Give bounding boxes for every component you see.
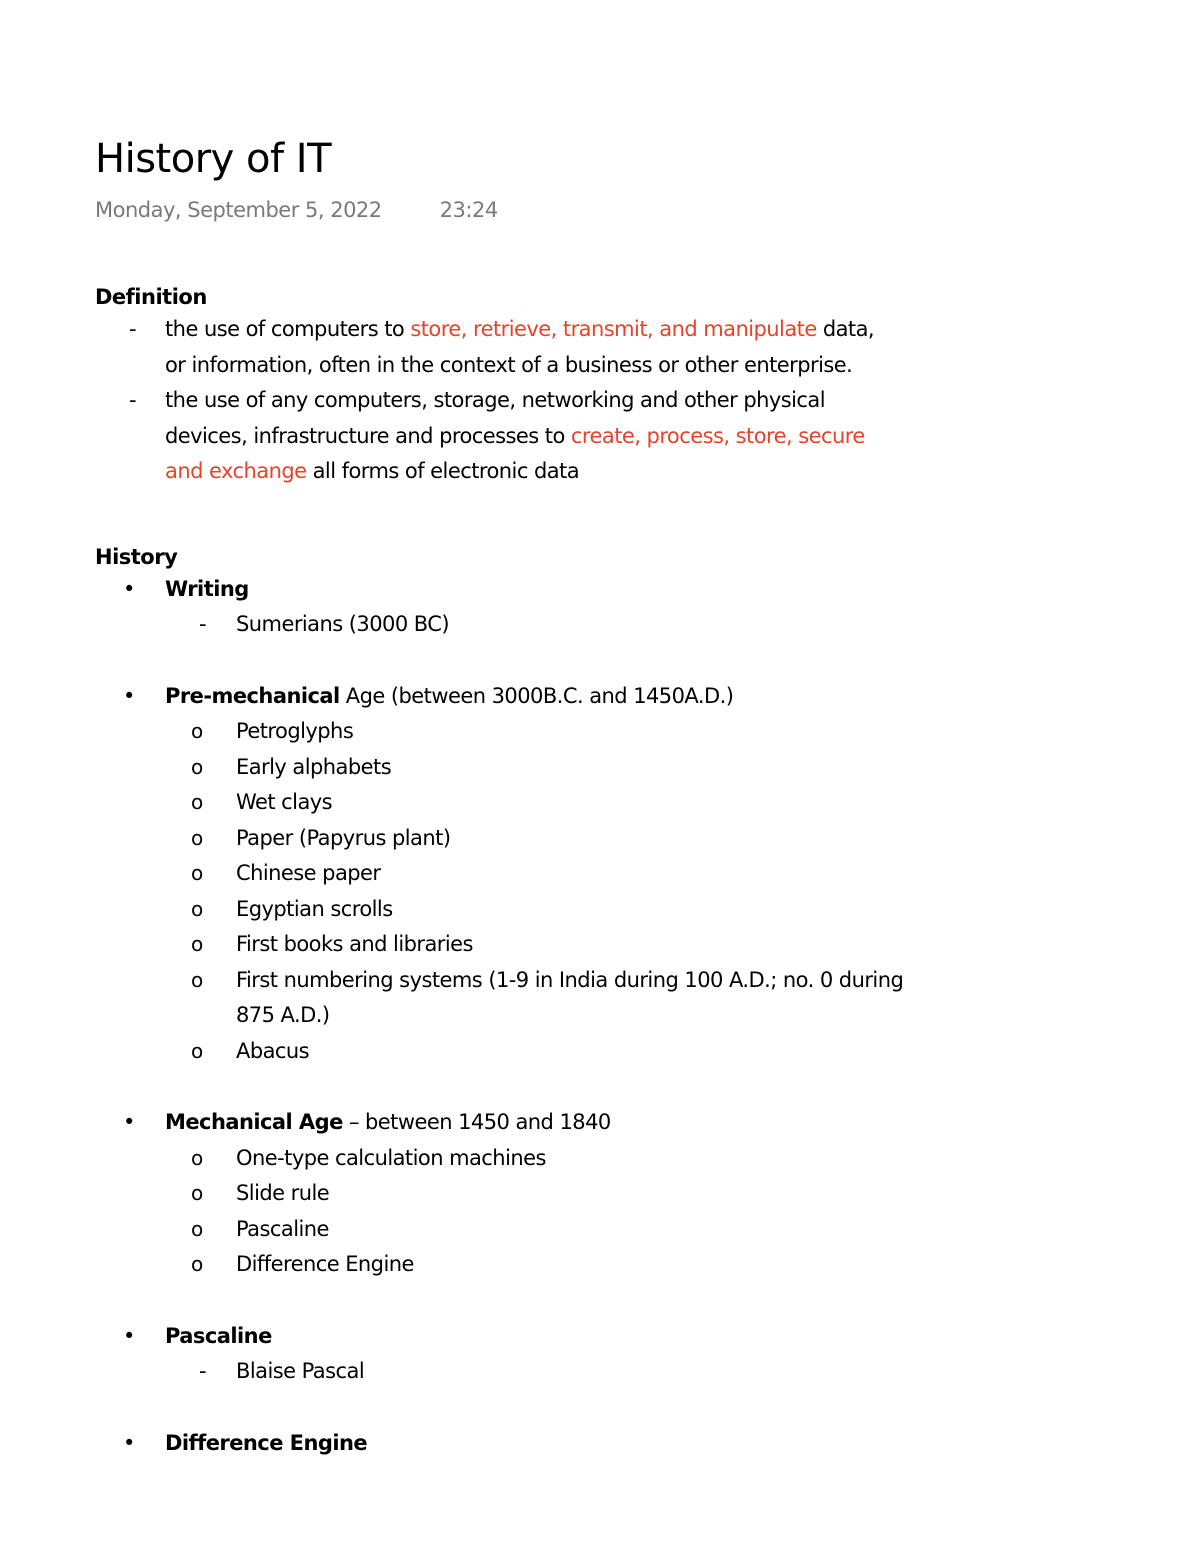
list-item: o Egyptian scrolls [95, 892, 1105, 928]
dash-marker: - [199, 1359, 207, 1383]
note-meta [95, 196, 1105, 224]
circle-marker: o [191, 1252, 203, 1276]
note-time: 23:24 [439, 198, 498, 222]
bullet-marker: • [123, 1110, 135, 1134]
history-group-pascaline [95, 1319, 1105, 1390]
circle-marker: o [191, 861, 203, 885]
list-item: o First books and libraries [95, 927, 1105, 963]
list-item: o First numbering systems (1-9 in India during 100 A.D.; no. 0 during 875 A.D.) [95, 963, 1105, 1034]
page-title: History of IT [95, 136, 332, 182]
bullet-marker: • [123, 1323, 135, 1348]
history-list [95, 572, 1105, 1462]
circle-marker: o [191, 967, 203, 992]
group-label: Pre-mechanical [165, 683, 340, 708]
list-item: - Sumerians (3000 BC) [95, 607, 1105, 643]
sub-list [95, 1354, 1105, 1390]
definition-item: - the use of computers to store, retrieve, transmit, and manipulate data, or information, often in the context of a business or other enterprise. [95, 312, 1105, 383]
bullet-marker: • [123, 1430, 135, 1455]
history-group-mechanical: • Mechanical Age – between 1450 and 1840 o One-type calculation machines o Slide rule o Pascaline o Difference Engine [95, 1105, 1105, 1283]
list-item: o Pascaline [95, 1212, 1105, 1248]
dash-marker: - [129, 317, 137, 341]
group-label: Difference Engine [165, 1430, 368, 1455]
circle-marker: o [191, 719, 203, 743]
list-item: o Wet clays [95, 785, 1105, 821]
circle-marker: o [191, 1145, 203, 1170]
sub-list [95, 1141, 1105, 1283]
list-item: - Blaise Pascal [95, 1354, 1105, 1390]
list-item: o Early alphabets [95, 750, 1105, 786]
circle-marker: o [191, 1038, 203, 1063]
highlight-text: create, process, store, secure [570, 423, 865, 448]
group-label: Pascaline [165, 1323, 272, 1348]
definition-list [95, 312, 1105, 490]
group-label: Writing [165, 576, 249, 601]
circle-marker: o [191, 825, 203, 850]
list-item: o Chinese paper [95, 856, 1105, 892]
definition-heading: Definition [95, 285, 207, 309]
history-group-writing [95, 572, 1105, 643]
bullet-marker: • [123, 683, 135, 708]
circle-marker: o [191, 896, 203, 921]
circle-marker: o [191, 754, 203, 779]
sub-list [95, 607, 1105, 643]
list-item: o Difference Engine [95, 1247, 1105, 1283]
dash-marker: - [129, 388, 137, 412]
circle-marker: o [191, 790, 203, 814]
list-item: o Abacus [95, 1034, 1105, 1070]
highlight-text: and exchange [165, 459, 307, 483]
definition-item: - the use of any computers, storage, networking and other physical devices, infrastructure and processes to create, process, store, secure and exchange all forms of electronic data [95, 383, 1105, 490]
sub-list [95, 714, 1105, 1069]
list-item: o Petroglyphs [95, 714, 1105, 750]
history-group-difference-engine [95, 1426, 1105, 1462]
circle-marker: o [191, 1216, 203, 1241]
history-group-premechanical: • Pre-mechanical Age (between 3000B.C. and 1450A.D.) o Petroglyphs o Early alphabets o Wet clays o Paper (Papyrus plant) o Chinese paper o Egyptian scrolls o First books and libraries o First numbering systems (1-9 in India during 100 A.D.; no. 0 during 875 A.D.) o Abacus [95, 679, 1105, 1070]
list-item: o Paper (Papyrus plant) [95, 821, 1105, 857]
history-heading: History [95, 544, 178, 569]
highlight-text: store, retrieve, transmit, and manipulate [410, 317, 817, 341]
circle-marker: o [191, 1181, 203, 1205]
bullet-marker: • [123, 576, 135, 601]
note-page [95, 132, 1105, 1461]
group-label: Mechanical Age [165, 1110, 343, 1134]
note-date: Monday, September 5, 2022 [95, 198, 382, 222]
circle-marker: o [191, 932, 203, 956]
dash-marker: - [199, 612, 207, 636]
list-item: o Slide rule [95, 1176, 1105, 1212]
list-item: o One-type calculation machines [95, 1141, 1105, 1177]
